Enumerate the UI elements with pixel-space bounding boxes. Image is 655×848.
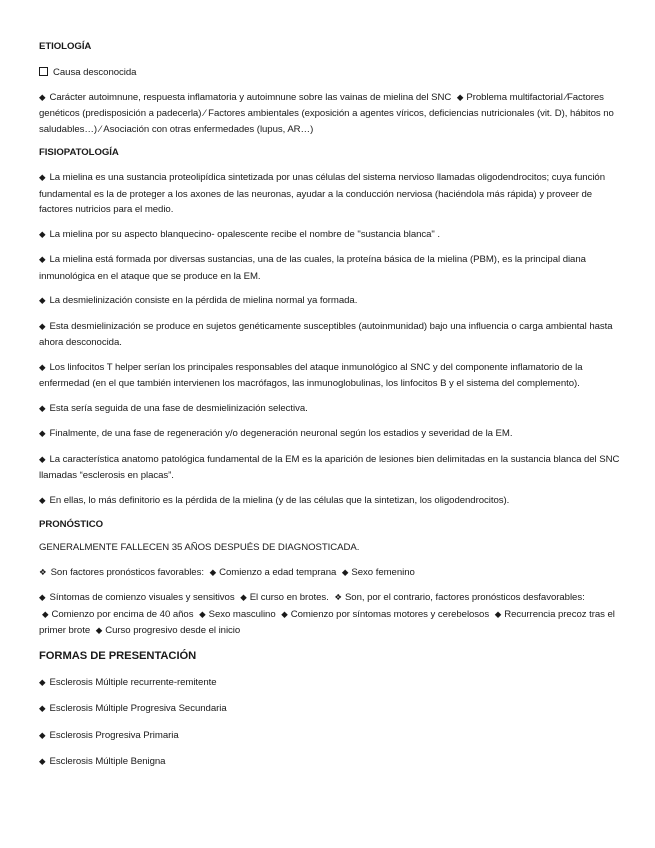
fisiopatologia-heading: FISIOPATOLOGÍA <box>39 147 119 158</box>
checkbox-icon <box>39 67 48 76</box>
pronostico-line: GENERALMENTE FALLECEN 35 AÑOS DESPUÉS DE DIAGNOSTICADA. <box>39 542 360 553</box>
fisio-text: La característica anatomo patológica fundamental de la EM es la aparición de lesiones bien delimitadas en la sustancia blanca del SNC llamadas “esclerosis en placas”. <box>39 453 620 481</box>
diamond-bullet-icon: ◆ <box>494 609 502 620</box>
diamond-bullet-icon: ◆ <box>199 609 206 620</box>
pronostico-heading: PRONÓSTICO <box>39 519 103 530</box>
fisio-item <box>39 319 625 351</box>
four-diamond-bullet-icon: ❖ <box>39 567 47 578</box>
fisio-item <box>39 493 625 510</box>
desfav-item: Recurrencia precoz tras el primer brote <box>39 608 615 636</box>
forma-item <box>39 728 625 745</box>
diamond-bullet-icon: ◆ <box>209 567 217 578</box>
etiologia-paragraph <box>39 90 625 138</box>
diamond-bullet-icon: ◆ <box>39 92 46 103</box>
desfav-intro-2: El curso en brotes. <box>249 592 329 603</box>
document-page <box>39 40 625 781</box>
favorables-line <box>39 565 625 582</box>
diamond-bullet-icon: ◆ <box>341 567 349 578</box>
forma-item <box>39 754 625 771</box>
forma-text: Esclerosis Múltiple Progresiva Secundaria <box>49 703 227 714</box>
favorable-item: Comienzo a edad temprana <box>219 566 337 578</box>
etiologia-heading: ETIOLOGÍA <box>39 41 92 52</box>
fisio-item <box>39 401 625 418</box>
diamond-bullet-icon: ◆ <box>39 255 46 265</box>
fisio-text: La mielina está formada por diversas sustancias, una de las cuales, la proteína básica de la mielina (PBM), es la principal diana inmunológica en el ataque que se produce en la EM. <box>39 254 586 282</box>
favorable-item: Sexo femenino <box>351 566 415 578</box>
diamond-bullet-icon: ◆ <box>281 609 288 620</box>
desfav-item: Comienzo por síntomas motores y cerebelosos <box>290 608 490 620</box>
fisio-item <box>39 227 625 244</box>
fisio-item <box>39 293 625 310</box>
diamond-bullet-icon: ◆ <box>39 173 46 183</box>
diamond-bullet-icon: ◆ <box>39 593 46 603</box>
etiologia-text-1: Carácter autoimnune, respuesta inflamatoria y autoimnune sobre las vainas de mielina del SNC <box>49 91 452 103</box>
desfav-item: Sexo masculino <box>208 608 276 620</box>
diamond-bullet-icon: ◆ <box>456 92 464 103</box>
four-diamond-bullet-icon: ❖ <box>334 593 342 603</box>
diamond-bullet-icon: ◆ <box>39 730 46 741</box>
desfav-item: Comienzo por encima de 40 años <box>51 608 194 620</box>
fisio-item <box>39 170 625 218</box>
diamond-bullet-icon: ◆ <box>39 454 46 465</box>
fisio-text: Esta sería seguida de una fase de desmielinización selectiva. <box>49 402 308 414</box>
diamond-bullet-icon: ◆ <box>39 757 46 767</box>
diamond-bullet-icon: ◆ <box>39 321 46 332</box>
fisio-item <box>39 426 625 443</box>
fisio-text: La mielina es una sustancia proteolipídica sintetizada por unas células del sistema nervioso llamadas oligodendrocitos; cuya función fundamental es la de proteger a los axones de las neuronas, ayudar a la conducción nerviosa (haciéndola más rápida) y proveer de factores nutricios para el medio. <box>39 172 605 215</box>
diamond-bullet-icon: ◆ <box>39 677 46 688</box>
fisio-text: Finalmente, de una fase de regeneración y/o degeneración neuronal según los estadios y severidad de la EM. <box>49 428 513 439</box>
fisio-item <box>39 360 625 392</box>
etiologia-text-2: Problema multifactorial ⁄Factores genéticos (predisposición a padecerla) ⁄ Factores ambientales (exposición a agentes víricos, deficiencias nutricionales (vit. D), hábitos no saludables…) ⁄ Asociación con otras enfermedades (lupus, AR…) <box>39 91 614 135</box>
diamond-bullet-icon: ◆ <box>39 495 46 506</box>
diamond-bullet-icon: ◆ <box>240 593 247 603</box>
fisio-text: La desmielinización consiste en la pérdida de mielina normal ya formada. <box>49 295 358 306</box>
cause-text: Causa desconocida <box>53 67 137 78</box>
forma-item <box>39 701 625 718</box>
fisio-item <box>39 452 625 484</box>
desfavorables-paragraph <box>39 590 625 640</box>
formas-heading: FORMAS DE PRESENTACIÓN <box>39 649 197 662</box>
fisio-text: Esta desmielinización se produce en sujetos genéticamente susceptibles (autoinmunidad) bajo una influencia o carga ambiental hasta ahora desconocida. <box>39 320 613 348</box>
cause-line <box>39 65 625 81</box>
diamond-bullet-icon: ◆ <box>42 609 49 620</box>
forma-text: Esclerosis Múltiple recurrente-remitente <box>49 676 217 688</box>
fisio-text: La mielina por su aspecto blanquecino- opalescente recibe el nombre de "sustancia blanca" . <box>49 228 441 240</box>
diamond-bullet-icon: ◆ <box>39 229 46 240</box>
desfav-label: Son, por el contrario, factores pronósticos desfavorables: <box>344 592 585 603</box>
diamond-bullet-icon: ◆ <box>39 704 46 714</box>
forma-text: Esclerosis Múltiple Benigna <box>49 756 166 767</box>
desfav-item: Curso progresivo desde el inicio <box>105 625 241 636</box>
diamond-bullet-icon: ◆ <box>39 296 46 306</box>
diamond-bullet-icon: ◆ <box>95 626 103 636</box>
favorables-label: Son factores pronósticos favorables: <box>50 566 204 578</box>
forma-item <box>39 675 625 692</box>
fisio-text: Los linfocitos T helper serían los principales responsables del ataque inmunológico al SNC y del componente inflamatorio de la enfermedad (en el que también intervienen los macrófagos, las inmunoglobulinas, los linfocitos B y el sistema del complemento). <box>39 361 583 389</box>
fisio-item <box>39 252 625 284</box>
diamond-bullet-icon: ◆ <box>39 362 46 373</box>
forma-text: Esclerosis Progresiva Primaria <box>49 729 179 741</box>
diamond-bullet-icon: ◆ <box>39 403 46 414</box>
diamond-bullet-icon: ◆ <box>39 429 46 439</box>
fisio-text: En ellas, lo más definitorio es la pérdida de la mielina (y de las células que la sintetizan, los oligodendrocitos). <box>49 494 510 506</box>
desfav-intro: Síntomas de comienzo visuales y sensitivos <box>49 592 235 603</box>
